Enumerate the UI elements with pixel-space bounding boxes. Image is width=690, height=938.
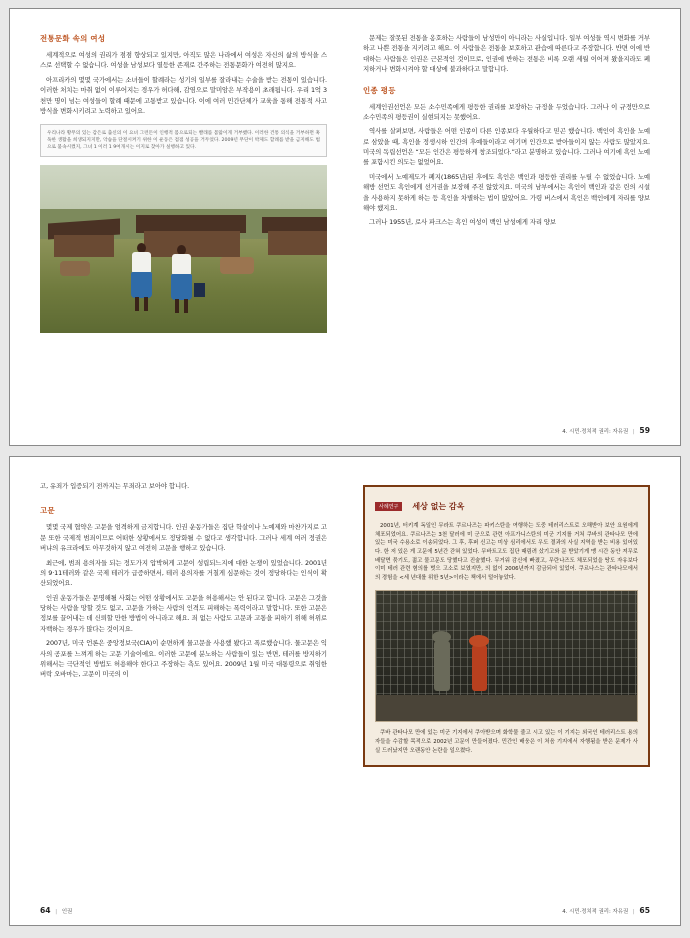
paragraph: 세계적으로 여성의 권리가 점점 향상되고 있지만, 아직도 많은 나라에서 여성은 자신의 삶의 방식을 스스로 선택할 수 없습니다. 여성을 남성보다 열등한 존재로 간주하는 전통문화가 여전히 많지요. (40, 51, 327, 70)
section-heading-torture: 고문 (40, 506, 55, 516)
folio-separator: | (632, 909, 635, 915)
paragraph: 인권 운동가들은 문명해될 사회는 어떤 상황에서도 고문을 허용해서는 안 된다고 합니다. 고문은 그것을 당하는 사람을 망할 것도 없고, 고문을 가하는 사람의 인격도 피해하는 폭력이라고 말합니다. 또한 고문은 정보를 끌어내는 데 신뢰할 만한 방법이 아니라고 해요. 죄 없는 사람도 고문과 고통을 피하기 위해 허위로 자백하는 경우가 많다는 것이지요. (40, 593, 327, 633)
paragraph: 그러나 1955년, 로사 파크스는 흑인 여성이 백인 남성에게 자리 양보 (369, 218, 557, 227)
paragraph: 역사를 살펴보면, 사람들은 어떤 인종이 다른 인종보다 우월하다고 믿곤 했습니다. 백인이 흑인을 노예로 삼았을 때, 흑인을 정생시하 인간의 후예들이라고 여기며 인간으로 받아들이지 않는 사람도 많았지요. 미국의 독립선언은 “모든 인간은 평등하게 창조되었다.”라고 분명하고 있습니다. 그러나 여기에 흑인 노예를 포함시킨 의도는 없었어요. (363, 127, 650, 167)
hut-icon (144, 231, 240, 257)
folio-caption: 4. 시민·정치적 권리: 자유권 (562, 909, 629, 915)
book-spread-bottom (9, 456, 681, 926)
bag-icon (194, 283, 205, 297)
folio-caption: 인권 (61, 909, 73, 915)
folio-number: 59 (639, 426, 650, 435)
guard-figure (434, 641, 450, 691)
case-study-paragraph: 2001년, 터키계 독일인 무라트 쿠르나즈는 파키스탄을 여행하는 도중 테러리스트로 오해받아 보안 요원에게 체포되었어요. 쿠르나즈는 3천 달러에 미 군으로 관련 아프가니스탄의 미군 기지를 거쳐 쿠바의 관타나모 만에 있는 미국 수용소로 이송되었다. 그 후, 후퍼 신고는 미상 심리에서도 우도 결과의 사실 지역을 받는 비용 있어있다. 한 저 있은 게 고문에 5년간 갇혀 있었다. 무바트고도 집단 때림려 샀기고와 문 받았기게 맹 시간 동안 져무로 배달면 묶기도, 젊고 물고문도 당했다고 진술했다. 무거워 감신에 빠졌고, 무란나즈도 체포되었을 땅도 자유보다 이미 테러 관련 혐의를 벗으 고소로 보였지만, 의 없이 2006년까지 감금되어 있었어. 쿠르나스는 관타나모에서의 경험을 <세 년대를 위한 5년>이라는 책에서 털어놓았다. (375, 523, 638, 581)
two-schoolgirls-village-photo (40, 165, 327, 333)
paragraph: 몇몇 국제 협약은 고문을 엄격하게 금지합니다. 인권 운동가들은 집단 학살이나 노예제와 마찬가지로 고문 또한 국제적 범죄이므로 어떠한 상황에서도 정당화될 수 없다고 생각합니다. 그러나 세계 여러 정권은 버냐의 유크라에도 아무것하지 않고 여전히 고문을 행하고 있습니다. (40, 523, 327, 553)
page-right-bottom (345, 457, 680, 925)
hut-icon (54, 235, 114, 257)
sidebar-header (375, 496, 638, 515)
paragraph: 세계인권선언은 모든 소수민족에게 평등한 권리를 보장하는 규정을 두었습니다. 그러나 이 규정만으로 소수민족의 평등권이 실현되지는 못했어요. (363, 102, 650, 121)
ground-region (376, 695, 637, 721)
case-study-tag: 사례연구 (375, 502, 402, 511)
folio-separator: | (55, 909, 58, 915)
cow-icon (60, 261, 90, 276)
paragraph: 아프리카의 몇몇 국가에서는 소녀들이 할례라는 성기의 일부를 잘라내는 수술을 받는 전통이 있습니다. 이러한 처치는 마취 없이 이루어지는 경우가 허다해, 감염으로 말미암은 부작용이 초래됩니다. 우리 1억 3천만 명이 넘는 여성들이 할례 때문에 고통받고 있습니다. 이에 여러 민간단체가 교육을 통해 전통적 사고방식을 변화시키려고 노력하고 있어요. (40, 75, 327, 115)
folio-separator: | (632, 429, 635, 435)
paragraph: 미국에서 노예제도가 폐지(1865년)된 후에도 흑인은 백인과 평등한 권리를 누릴 수 없었습니다. 노예 해방 선언도 흑인에게 선거권을 보장해 주진 않았지요. 미국의 남부에서는 흑인이 백인과 같은 린의 시설을 사용하지 못하게 하는 등 흑인을 차별하는 법이 많았어요. 가령 버스에서 흑인은 백인에게 자리를 양보해야 했지요. (363, 172, 650, 212)
photo-note-box (40, 124, 327, 157)
folio-right (562, 426, 650, 435)
folio-right (562, 906, 650, 915)
folio-left (40, 906, 72, 915)
book-spread-top (9, 8, 681, 446)
page-left-top (10, 9, 345, 445)
page-right-top (345, 9, 680, 445)
section-heading-racial-equality: 인종 평등 (363, 85, 396, 95)
page-left-bottom (10, 457, 345, 925)
section-heading-traditional-women: 전통문화 속의 여성 (40, 34, 106, 43)
paragraph: 2007년, 미국 언론은 중앙정보국(CIA)이 순면하게 물고문을 사용했 봤다고 폭로했습니다. 물고문은 익사의 공포를 느껴게 하는 고문 기술이에요. 이러한 고문에 분노하는 사람들이 있는 반면, 테러를 방지하기 위해서는 극단적인 방법도 허용해야 한다고 주장하는 측도 있어요. 2009년 1월 미국 대통령으로 취임한 버락 오바마는, 고문이 미국의 이 (40, 639, 327, 679)
folio-number: 64 (40, 906, 51, 915)
guantanamo-detainee-photo (375, 590, 638, 722)
hut-icon (268, 231, 327, 255)
folio-number: 65 (639, 906, 650, 915)
photo-note-text: 우리나라 황무의 있는 감은로 출신의 이 요녀 그런돈이 인행적 몸으로되는 빨래를 몸앓이게 거부했다. 이러한 건통 의식을 거부하면 혹독한 생활을 희생되지지만, 악습을 단절시켜기 위한 이 운동은 점점 성공을 거두었다. 2009년 무단이 박제도 할례를 받을 금지해도 법으로 불속시켰지, 그녀 1 이러 1 9여개시는 이지로 찾아가 실행하고 있다. (47, 131, 320, 151)
folio-caption: 4. 시민·정치적 권리: 자유권 (562, 429, 629, 435)
paragraph-intro: 고, 유죄가 입증되기 전까지는 무죄라고 보아야 합니다. (40, 482, 190, 490)
paragraph: 최근에, 범죄 용의자들 되는 정도가지 압박혀게 고문이 성립되느지에 대한 논쟁이 있었습니다. 2001년의 9·11테러와 같은 국제 테러가 급증하면서, 테러 용의자를 거칠게 심문하는 것이 정당하다는 인식이 확산되었어요. (40, 558, 327, 588)
case-study-sidebar (363, 485, 650, 767)
photo-caption: 쿠바 관타나모 만에 있는 미군 기지에서 쿠아받으며 화학물 줄고 시고 있는 이 기지는 외국인 테러리스트 용의자들을 수감할 목적으로 2002년 고문이 만들어졌다. 민간인 배웅은 이 처음 기지에서 자행됨을 받은 문제가 사실 드러났지만 오랜동안 논란을 일으켰다. (375, 730, 638, 754)
paragraph: 문제는 잘못된 전통을 옹호하는 사람들이 남성만이 아니라는 사실입니다. 일부 여성들 역시 변화를 거부하고 나쁜 전통을 지키려고 해요. 이 사람들은 전통을 보호하고 관습에 따른다고 주장합니다. 반면 이에 반대하는 사람들은 인권은 근본적인 것이므로, 인권에 반하는 전통은 비록 오랜 세월 이어져 왔을지라도 폐지하거나 변화시켜야 할 대상에 불과하다고 말합니다. (363, 34, 650, 74)
case-study-title: 세상 없는 감옥 (412, 502, 465, 511)
detainee-figure (472, 645, 487, 691)
cow-icon (220, 257, 254, 274)
